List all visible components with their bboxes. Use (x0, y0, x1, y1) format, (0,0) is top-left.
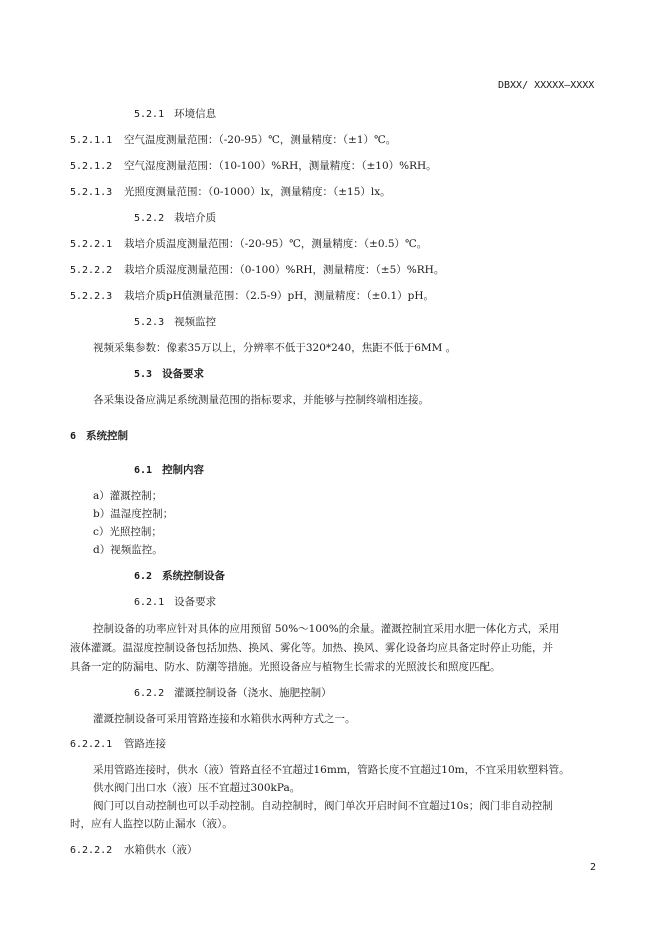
paragraph-line: 时，应有人监控以防止漏水（液）。 (70, 818, 233, 830)
list-item: d）视频监控。 (93, 544, 163, 556)
clause-6-2-2-1-heading: 6.2.2.1 管路连接 (70, 738, 166, 750)
paragraph-line: 控制设备的功率应针对具体的应用预留 50%～100%的余量。灌溉控制宜采用水肥一体化方式，采用 (93, 623, 560, 635)
clause-5-2-1-2: 5.2.1.2 空气湿度测量范围：（10-100）%RH，测量精度：（±10）%RH。 (70, 160, 437, 172)
section-6-2-2-heading: 6.2.2 灌溉控制设备（浇水、施肥控制） (134, 687, 332, 699)
clause-5-2-1-3: 5.2.1.3 光照度测量范围：（0-1000）lx，测量精度：（±15）lx。 (70, 186, 391, 198)
section-5-3-body: 各采集设备应满足系统测量范围的指标要求，并能够与控制终端相连接。 (93, 394, 429, 406)
list-item: c）光照控制； (93, 526, 162, 538)
paragraph-line: 供水阀门出口水（液）压不宜超过300kPa。 (93, 782, 301, 794)
list-item: a）灌溉控制； (93, 490, 163, 502)
paragraph-line: 具备一定的防漏电、防水、防潮等措施。光照设备应与植物生长需求的光照波长和照度匹配。 (70, 661, 501, 673)
chapter-6-heading: 6 系统控制 (70, 430, 129, 442)
section-5-2-2-heading: 5.2.2 栽培介质 (134, 212, 217, 224)
paragraph-line: 采用管路连接时，供水（液）管路直径不宜超过16mm，管路长度不宜超过10m，不宜采用软塑料管。 (93, 764, 570, 776)
section-6-2-2-body: 灌溉控制设备可采用管路连接和水箱供水两种方式之一。 (93, 713, 356, 725)
section-6-2-heading: 6.2 系统控制设备 (134, 570, 226, 582)
section-5-2-3-body: 视频采集参数：像素35万以上，分辨率不低于320*240，焦距不低于6MM 。 (93, 342, 457, 354)
paragraph-line: 液体灌溉。温湿度控制设备包括加热、换风、雾化等。加热、换风、雾化设备均应具备定时停止功能，并 (70, 642, 553, 654)
clause-5-2-1-1: 5.2.1.1 空气温度测量范围：（-20-95）℃，测量精度：（±1）℃。 (70, 134, 397, 146)
section-5-2-1-heading: 5.2.1 环境信息 (134, 108, 217, 120)
clause-5-2-2-1: 5.2.2.1 栽培介质温度测量范围：（-20-95）℃，测量精度：（±0.5）℃。 (70, 238, 428, 250)
section-5-2-3-heading: 5.2.3 视频监控 (134, 316, 217, 328)
section-6-1-heading: 6.1 控制内容 (134, 464, 205, 476)
clause-5-2-2-3: 5.2.2.3 栽培介质pH值测量范围：（2.5-9）pH，测量精度：（±0.1）pH。 (70, 290, 435, 302)
page-number: 2 (590, 862, 597, 873)
section-6-2-1-heading: 6.2.1 设备要求 (134, 596, 217, 608)
clause-6-2-2-2-heading: 6.2.2.2 水箱供水（液） (70, 844, 198, 856)
doc-code: DBXX/ XXXXX—XXXX (498, 80, 595, 91)
list-item: b）温湿度控制； (93, 508, 174, 520)
paragraph-line: 阀门可以自动控制也可以手动控制。自动控制时，阀门单次开启时间不宜超过10s；阀门非自动控制 (93, 800, 553, 812)
section-5-3-heading: 5.3 设备要求 (134, 368, 205, 380)
clause-5-2-2-2: 5.2.2.2 栽培介质湿度测量范围：（0-100）%RH，测量精度：（±5）%RH。 (70, 264, 445, 276)
